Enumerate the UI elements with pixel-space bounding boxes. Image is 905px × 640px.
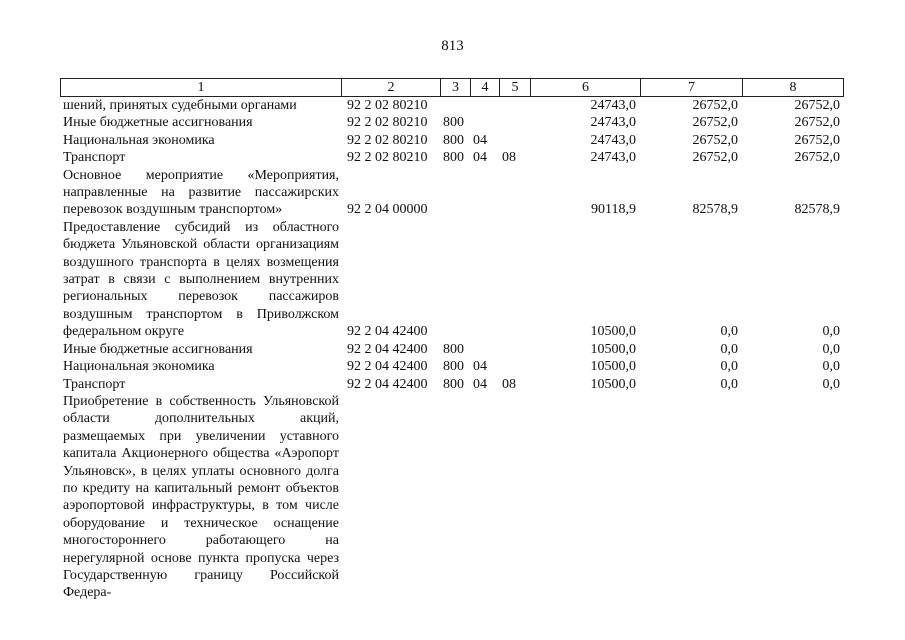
target-code: 92 2 02 80210 [347, 115, 428, 131]
subsection-code: 08 [502, 376, 516, 392]
amount-col-8: 26752,0 [794, 98, 840, 113]
amount-col-8: 0,0 [822, 359, 840, 375]
target-code: 92 2 02 80210 [347, 98, 428, 113]
row-name: Национальная экономика [63, 359, 215, 375]
column-header-7: 7 [640, 78, 742, 97]
column-header-5: 5 [499, 78, 530, 97]
amount-col-7: 0,0 [720, 376, 738, 392]
amount-col-6: 10500,0 [590, 359, 636, 375]
target-code: 92 2 02 80210 [347, 150, 428, 166]
expense-type: 800 [443, 341, 464, 357]
expense-type: 800 [443, 115, 464, 131]
column-header-3: 3 [440, 78, 470, 97]
target-code: 92 2 02 80210 [347, 132, 428, 148]
amount-col-7: 26752,0 [692, 150, 738, 166]
amount-col-7: 0,0 [720, 341, 738, 357]
amount-col-7: 26752,0 [692, 115, 738, 131]
target-code: 92 2 04 42400 [347, 324, 428, 340]
row-name: Предоставление субсидий из областного бюджета Ульяновской области организациям воздушного транспорта в целях возмещения затрат в связи с выполнением внутренних региональных перевозок пассажиров воздушным транспортом в Приволжском федеральном округе [63, 219, 339, 340]
row-name: Приобретение в собственность Ульяновской области дополнительных акций, размещаемых при увеличении уставного капитала Акционерного общества «Аэропорт Ульяновск», в целях уплаты основного долга по кредиту на капитальный ремонт объектов аэропортовой инфраструктуры, в том числе оборудование и техническое оснащение многостороннего работающего на нерегулярной основе пункта пропуска через Государственную границу Российской Федера- [63, 393, 339, 601]
amount-col-8: 26752,0 [794, 115, 840, 131]
amount-col-6: 24743,0 [590, 115, 636, 131]
section-code: 04 [473, 132, 487, 148]
amount-col-7: 0,0 [720, 359, 738, 375]
amount-col-8: 82578,9 [794, 202, 840, 218]
amount-col-6: 24743,0 [590, 132, 636, 148]
expense-type: 800 [443, 150, 464, 166]
target-code: 92 2 04 42400 [347, 359, 428, 375]
row-name: Транспорт [63, 150, 126, 166]
amount-col-6: 10500,0 [590, 376, 636, 392]
target-code: 92 2 04 42400 [347, 376, 428, 392]
amount-col-7: 0,0 [720, 324, 738, 340]
subsection-code: 08 [502, 150, 516, 166]
page-number: 813 [441, 38, 464, 54]
amount-col-6: 24743,0 [590, 98, 636, 113]
row-name: шений, принятых судебными органами [63, 98, 297, 113]
row-name: Основное мероприятие «Мероприятия, направленные на развитие пассажирских перевозок воздушным транспортом» [63, 167, 339, 218]
row-name: Иные бюджетные ассигнования [63, 341, 253, 357]
section-code: 04 [473, 359, 487, 375]
expense-type: 800 [443, 132, 464, 148]
amount-col-6: 10500,0 [590, 341, 636, 357]
expense-type: 800 [443, 376, 464, 392]
amount-col-8: 26752,0 [794, 150, 840, 166]
column-header-2: 2 [341, 78, 440, 97]
row-name: Транспорт [63, 376, 126, 392]
column-header-8: 8 [742, 78, 844, 97]
budget-table [60, 78, 844, 602]
row-name: Национальная экономика [63, 132, 215, 148]
section-code: 04 [473, 150, 487, 166]
amount-col-7: 26752,0 [692, 132, 738, 148]
column-header-6: 6 [530, 78, 640, 97]
amount-col-8: 0,0 [822, 376, 840, 392]
amount-col-7: 82578,9 [692, 202, 738, 218]
expense-type: 800 [443, 359, 464, 375]
amount-col-6: 10500,0 [590, 324, 636, 340]
column-header-1: 1 [60, 78, 341, 97]
target-code: 92 2 04 00000 [347, 202, 428, 218]
target-code: 92 2 04 42400 [347, 341, 428, 357]
amount-col-7: 26752,0 [692, 98, 738, 113]
amount-col-6: 90118,9 [591, 202, 636, 218]
amount-col-8: 26752,0 [794, 132, 840, 148]
section-code: 04 [473, 376, 487, 392]
amount-col-8: 0,0 [822, 324, 840, 340]
amount-col-6: 24743,0 [590, 150, 636, 166]
row-name: Иные бюджетные ассигнования [63, 115, 253, 131]
column-header-4: 4 [470, 78, 499, 97]
amount-col-8: 0,0 [822, 341, 840, 357]
